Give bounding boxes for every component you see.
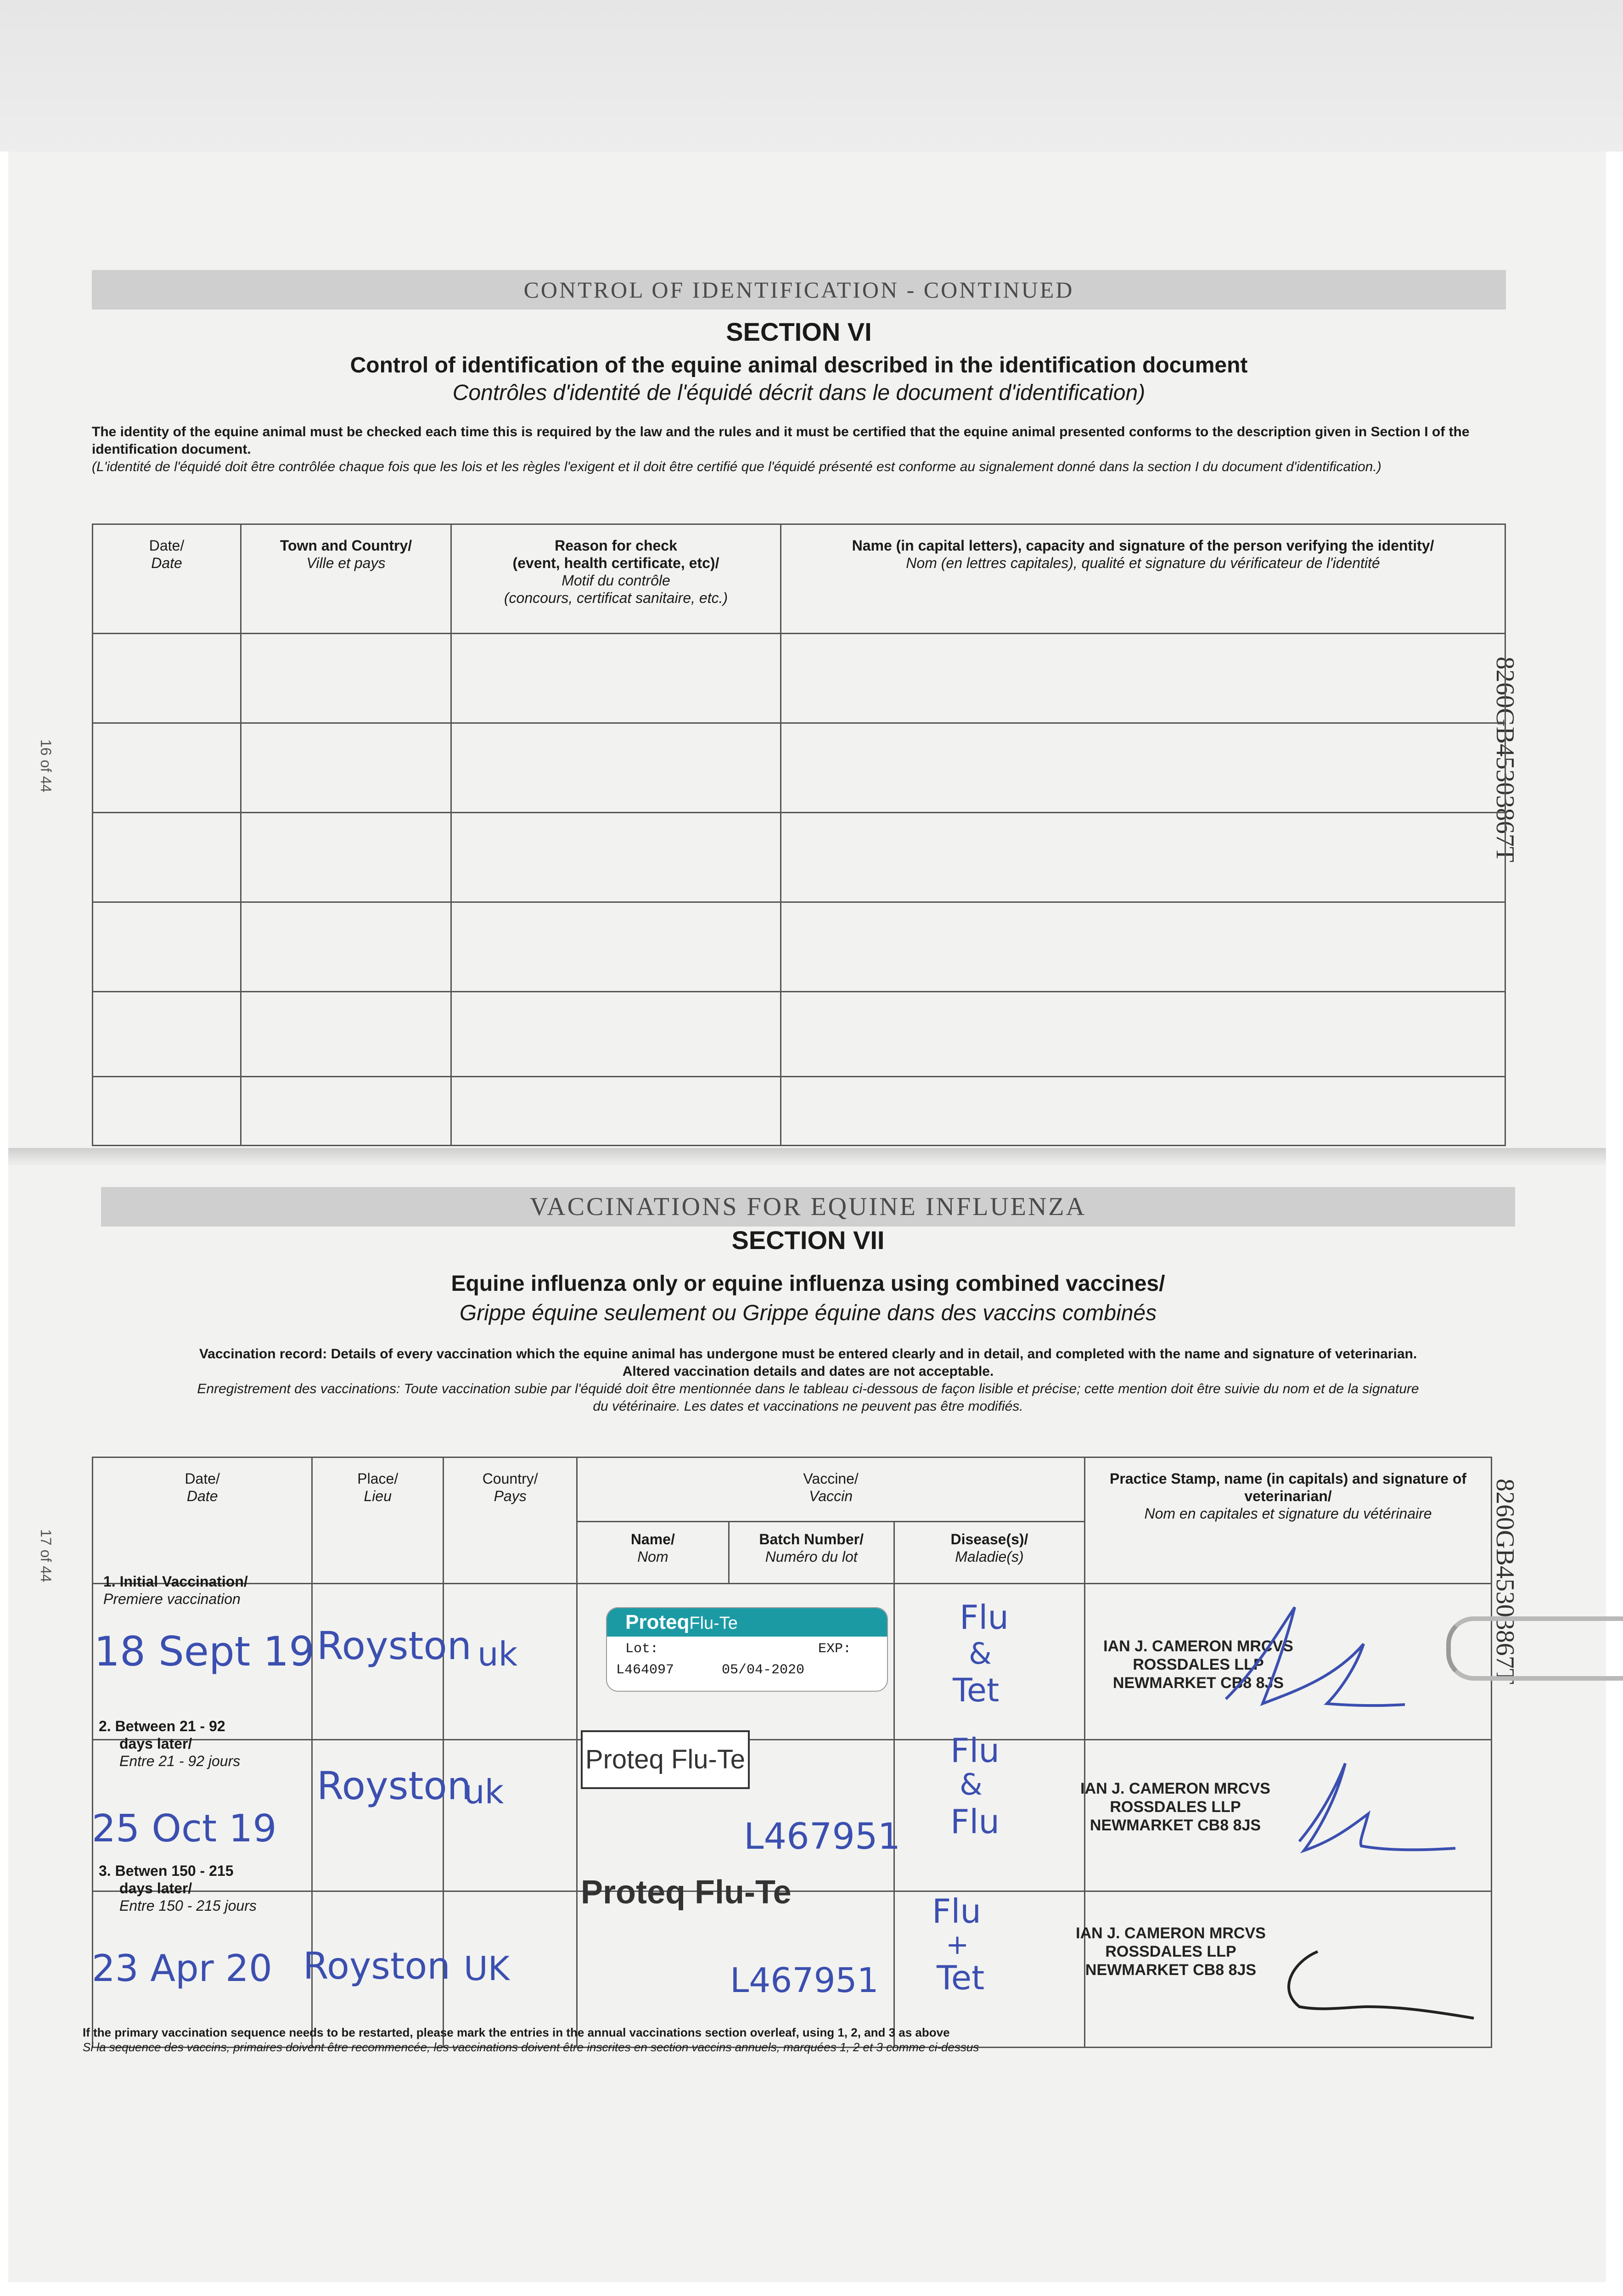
cell[interactable] [241, 902, 451, 992]
row3-date: 23 Apr 20 [92, 1947, 272, 1990]
row1-disease-2: & [969, 1637, 992, 1671]
cell[interactable] [451, 634, 781, 723]
cell[interactable] [93, 902, 241, 992]
col-vaccine: Vaccine/ Vaccin [577, 1458, 1085, 1522]
section7-footer [83, 2025, 1506, 2054]
cell[interactable] [241, 1077, 451, 1146]
col-verifier: Name (in capital letters), capacity and signature of the person verifying the identity/ Nom (en lettres capitales), qualité et signature du vérificateur de l'identité [781, 524, 1505, 634]
vet-stamp-row1: IAN J. CAMERON MRCVS ROSSDALES LLP NEWMARKET CB8 8JS [1103, 1638, 1293, 1692]
cell[interactable] [781, 992, 1505, 1077]
row2-disease-2: & [960, 1768, 983, 1802]
row1-disease-3: Tet [953, 1671, 1000, 1709]
vaccine-sticker: ProteqFlu-Te Lot: EXP: L464097 05/04-2020 [606, 1607, 888, 1692]
section7-band: VACCINATIONS FOR EQUINE INFLUENZA [101, 1187, 1515, 1227]
cell[interactable] [781, 1077, 1505, 1146]
row3-disease-3: Tet [937, 1958, 985, 1997]
record-en: Vaccination record: Details of every vaccination which the equine animal has undergone must be entered clearly and in detail, and completed with the name and signature of veterinarian. [199, 1346, 1417, 1362]
col-practice: Practice Stamp, name (in capitals) and signature of veterinarian/ Nom en capitales et signature du vétérinaire [1085, 1458, 1492, 1584]
row2-country: uk [464, 1773, 504, 1811]
section7-record [101, 1345, 1515, 1415]
row3-label: 3. Betwen 150 - 215 days later/ Entre 150 - 215 jours [99, 1863, 257, 1914]
cell[interactable] [93, 813, 241, 902]
sticker-brand: ProteqFlu-Te [607, 1608, 887, 1637]
table-row [93, 813, 1505, 902]
row3-batch: L467951 [730, 1961, 879, 2000]
table-row [93, 723, 1505, 813]
record-fr: Enregistrement des vaccinations: Toute vaccination subie par l'équidé doit être mentionnée dans le tableau ci-dessous de façon lisible et précise; cette mention doit être suivie du nom et de la signature [197, 1381, 1419, 1396]
col-disease: Disease(s)/ Maladie(s) [894, 1522, 1084, 1584]
cell[interactable] [241, 634, 451, 723]
cell[interactable] [451, 902, 781, 992]
signature-row3 [1240, 1938, 1478, 2030]
row1-place: Royston [317, 1623, 472, 1668]
col-date: Date/ Date [93, 1458, 312, 1584]
table-row [93, 992, 1505, 1077]
cell[interactable] [781, 813, 1505, 902]
cell[interactable] [93, 1077, 241, 1146]
row1-label: 1. Initial Vaccination/ Premiere vaccination [103, 1573, 248, 1607]
row1-date: 18 Sept 19 [94, 1628, 315, 1675]
signature-row1 [1217, 1598, 1410, 1717]
col-country: Country/ Pays [444, 1458, 577, 1584]
section6-title-fr: Contrôles d'identité de l'équidé décrit dans le document d'identification) [452, 381, 1146, 405]
row2-disease-1: Flu [950, 1731, 1000, 1770]
vaccine-stamp-row2: Proteq Flu-Te [581, 1730, 750, 1789]
cell[interactable] [93, 723, 241, 813]
side-code-top: 8260GB45303867T [1491, 657, 1519, 862]
identity-check-table [92, 523, 1506, 1146]
table-row [93, 1077, 1505, 1146]
cell[interactable] [451, 813, 781, 902]
table-row [93, 902, 1505, 992]
row3-disease-2: + [946, 1929, 969, 1961]
row2-place: Royston [317, 1763, 472, 1808]
section6-intro-fr: (L'identité de l'équidé doit être contrôlée chaque fois que les lois et les règles l'exigent et il doit être certifié que l'équidé présenté est conforme au signalement donné dans la section I du document d'identification.) [92, 459, 1382, 474]
vet-stamp-row3: IAN J. CAMERON MRCVS ROSSDALES LLP NEWMARKET CB8 8JS [1076, 1925, 1266, 1979]
col-place: Place/ Lieu [312, 1458, 444, 1584]
cell[interactable] [93, 992, 241, 1077]
row3-place: Royston [303, 1945, 450, 1987]
section7-heading: SECTION VII [731, 1226, 885, 1255]
col-reason: Reason for check (event, health certificate, etc)/ Motif du contrôle (concours, certificat sanitaire, etc.) [451, 524, 781, 634]
row3-disease-1: Flu [932, 1892, 982, 1930]
cell[interactable] [781, 723, 1505, 813]
scan-top-edge [0, 0, 1623, 152]
row2-date: 25 Oct 19 [92, 1807, 277, 1851]
cell[interactable] [451, 723, 781, 813]
col-date: Date/ Date [93, 524, 241, 634]
page-number-bottom: 17 of 44 [38, 1529, 54, 1582]
col-batch: Batch Number/ Numéro du lot [729, 1522, 894, 1584]
cell[interactable] [451, 1077, 781, 1146]
signature-row2 [1267, 1759, 1460, 1864]
row3-country: UK [464, 1949, 510, 1988]
record-en-2: Altered vaccination details and dates are not acceptable. [622, 1364, 994, 1379]
cell[interactable] [781, 902, 1505, 992]
cell[interactable] [781, 634, 1505, 723]
cell[interactable] [451, 992, 781, 1077]
row2-disease-3: Flu [950, 1802, 1000, 1841]
col-town: Town and Country/ Ville et pays [241, 524, 451, 634]
section6-band: CONTROL OF IDENTIFICATION - CONTINUED [92, 270, 1506, 310]
row1-country: uk [477, 1635, 518, 1673]
vet-stamp-row2: IAN J. CAMERON MRCVS ROSSDALES LLP NEWMARKET CB8 8JS [1080, 1780, 1270, 1834]
table-row [93, 634, 1505, 723]
vaccine-stamp-row3: Proteq Flu-Te [581, 1874, 792, 1911]
row2-label: 2. Between 21 - 92 days later/ Entre 21 - 92 jours [99, 1718, 241, 1769]
side-code-bottom: 8260GB45303867T [1491, 1479, 1519, 1684]
page-fold [8, 1148, 1606, 1166]
footer-fr: Si la sequence des vaccins, primaires doivent être recommencée, les vaccinations doivent être inscrites en section vaccins annuels, marquées 1, 2 et 3 comme ci-dessus [83, 2040, 979, 2054]
section7-title-fr: Grippe équine seulement ou Grippe équine dans des vaccins combinés [459, 1301, 1157, 1325]
row1-disease-1: Flu [960, 1598, 1009, 1637]
section6-heading: SECTION VI [726, 317, 872, 346]
cell[interactable] [241, 992, 451, 1077]
row2-batch: L467951 [744, 1816, 901, 1857]
col-name: Name/ Nom [577, 1522, 729, 1584]
record-fr-2: du vétérinaire. Les dates et vaccinations ne peuvent pas être modifiés. [593, 1399, 1023, 1414]
section6-intro-en: The identity of the equine animal must be checked each time this is required by the law and the rules and it must be certified that the equine animal presented conforms to the description given in Section I of the identification document. [92, 424, 1470, 457]
section6-intro [92, 423, 1506, 476]
cell[interactable] [241, 723, 451, 813]
cell[interactable] [241, 813, 451, 902]
section6-title: Control of identification of the equine animal described in the identification document [350, 353, 1248, 377]
footer-en: If the primary vaccination sequence needs to be restarted, please mark the entries in the annual vaccinations section overleaf, using 1, 2, and 3 as above [83, 2026, 950, 2039]
page-number-top: 16 of 44 [38, 739, 54, 793]
cell[interactable] [93, 634, 241, 723]
paper-clip [1446, 1616, 1623, 1681]
section7-title: Equine influenza only or equine influenza using combined vaccines/ [451, 1272, 1165, 1296]
